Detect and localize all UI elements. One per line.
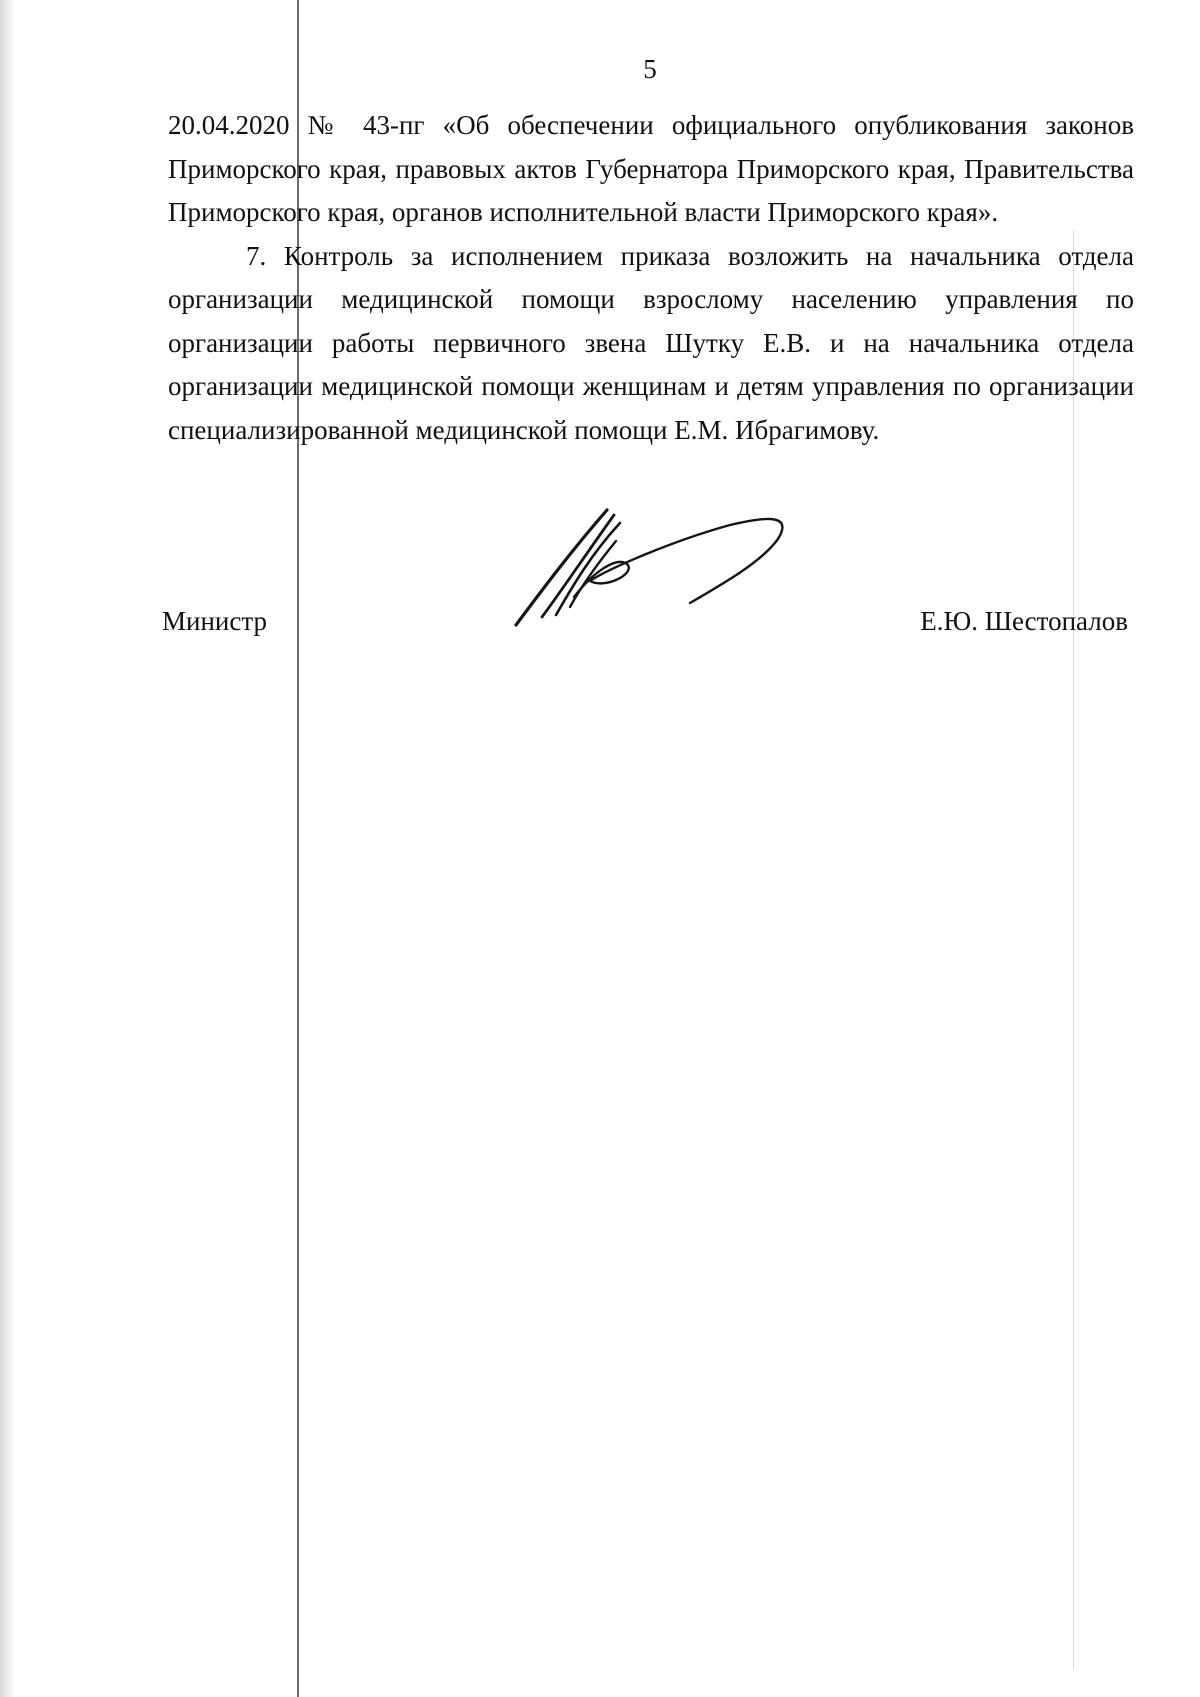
paragraph-continuation: 20.04.2020 № 43-пг «Об обеспечении официального опубликования законов Приморского края, правовых актов Губернатора Приморского края, Правительства Приморского края, органов исполнительной власти Приморского края». [168,110,1134,227]
scan-shadow-edge [0,0,14,1697]
signatory-name: Е.Ю. Шестопалов [920,606,1128,636]
paragraph-item-7: 7. Контроль за исполнением приказа возложить на начальника отдела организации медицинской помощи взрослому населению управления по организации работы первичного звена Шутку Е.В. и на начальника отдела организации медицинской помощи женщинам и детям управления по организации специализированной медицинской помощи Е.М. Ибрагимову. [168,240,1134,445]
signatory-position: Министр [162,606,267,636]
page-number: 5 [643,54,657,84]
signature-row [162,603,1128,643]
document-body [168,104,1134,452]
